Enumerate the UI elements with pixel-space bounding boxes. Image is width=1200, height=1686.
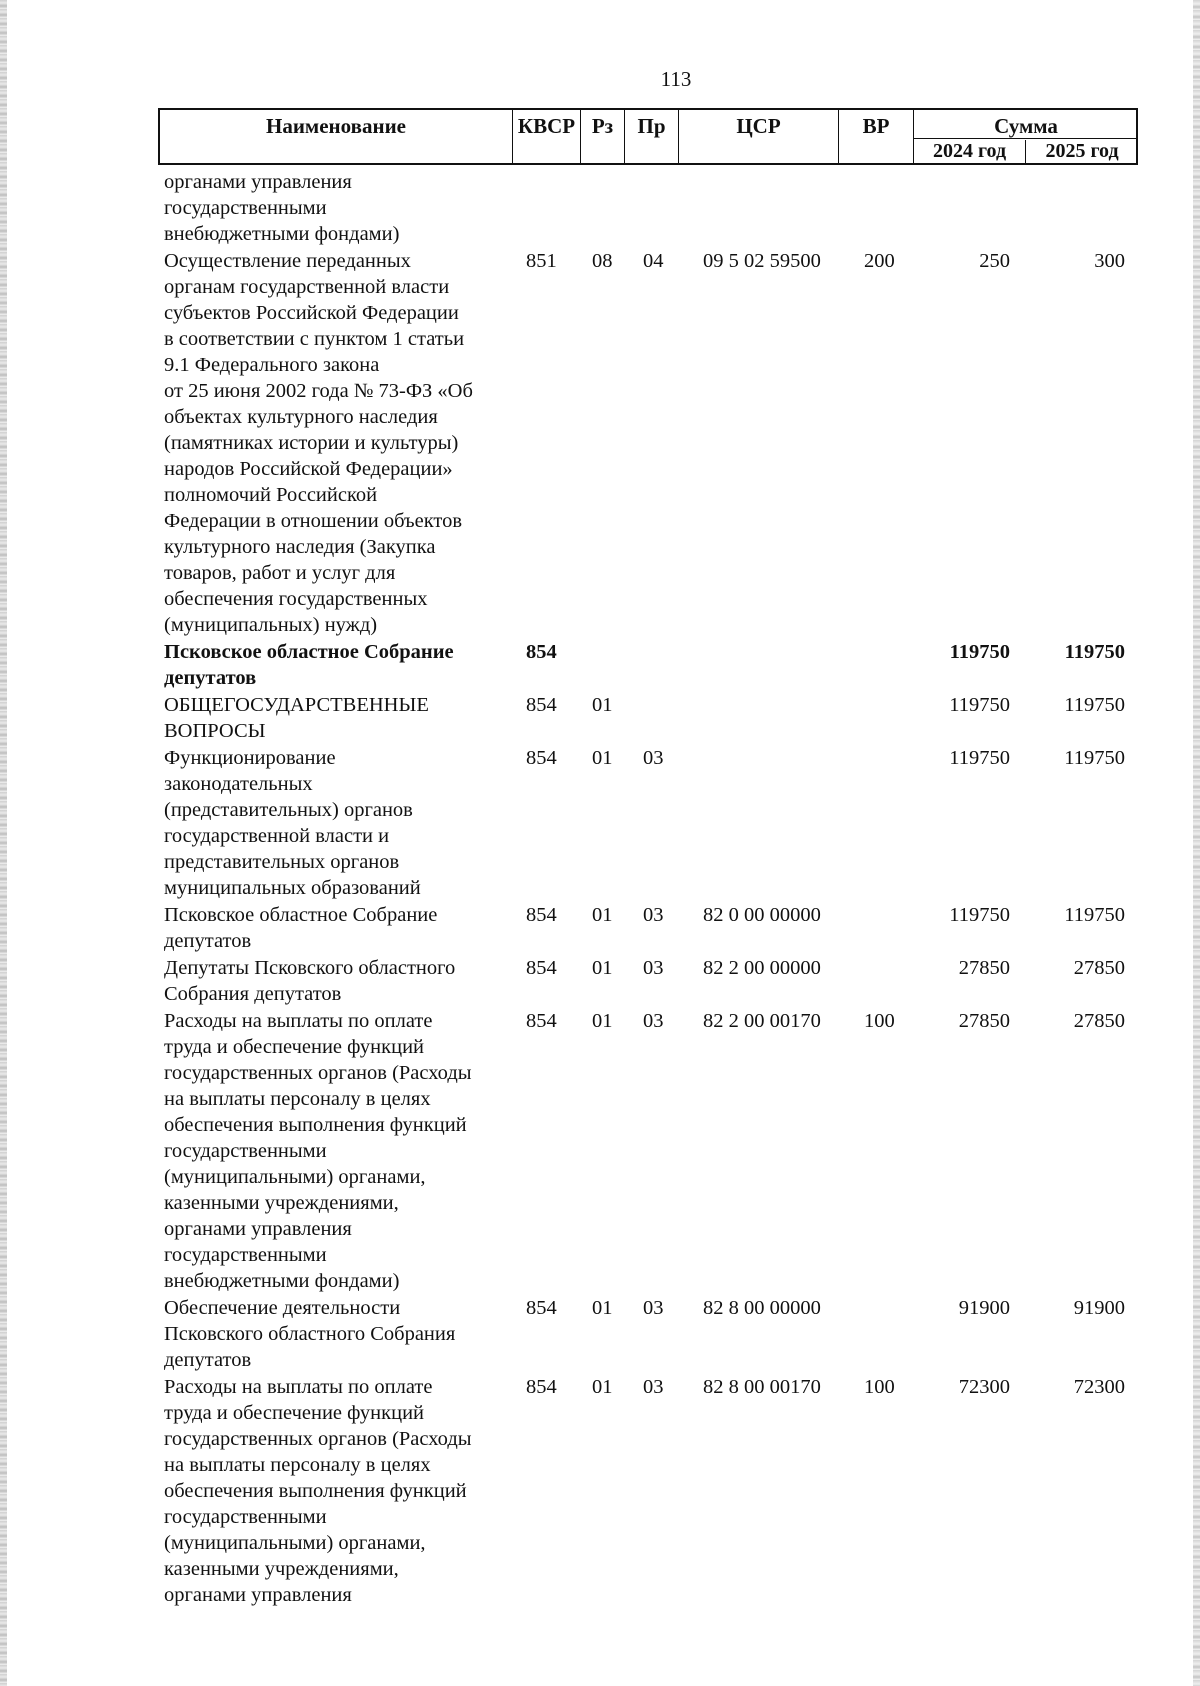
row-sum-2025: 119750 xyxy=(1064,904,1125,926)
row-kvsr: 854 xyxy=(526,747,557,769)
row-name: Осуществление переданных органам государственной власти субъектов Российской Федерации в соответствии с пунктом 1 статьи 9.1 Федерального закона от 25 июня 2002 года № 73-ФЗ «Об объектах культурного наследия (памятниках истории и культуры) народов Российской Федерации» полномочий Российской Федерации в отношении объектов культурного наследия (Закупка товаров, работ и услуг для обеспечения государственных (муниципальных) нужд) xyxy=(164,250,473,636)
row-pr: 03 xyxy=(643,957,664,979)
row-rz: 01 xyxy=(592,1297,613,1319)
table-row xyxy=(0,248,1200,638)
row-sum-2025: 27850 xyxy=(1073,957,1125,979)
row-csr: 82 0 00 00000 xyxy=(703,904,821,926)
row-rz: 01 xyxy=(592,957,613,979)
table-row xyxy=(0,745,1200,901)
row-pr: 03 xyxy=(643,904,664,926)
row-name: Обеспечение деятельности Псковского областного Собрания депутатов xyxy=(164,1297,456,1371)
header-sum-divider xyxy=(914,138,1138,139)
table-row xyxy=(0,1374,1200,1608)
table-row xyxy=(0,902,1200,954)
header-kvsr: КВСР xyxy=(513,110,581,165)
row-pr: 03 xyxy=(643,1376,664,1398)
row-csr: 82 8 00 00170 xyxy=(703,1376,821,1398)
header-name: Наименование xyxy=(160,110,513,165)
row-sum-2025: 91900 xyxy=(1073,1297,1125,1319)
row-pr: 03 xyxy=(643,1010,664,1032)
row-name: Расходы на выплаты по оплате труда и обеспечение функций государственных органов (Расходы на выплаты персоналу в целях обеспечения выполнения функций государственными (муниципальными) органами, казенными учреждениями, органами управления государственными внебюджетными фондами) xyxy=(164,1010,472,1292)
row-pr: 03 xyxy=(643,747,664,769)
header-pr: Пр xyxy=(625,110,679,165)
row-sum-2024: 119750 xyxy=(949,694,1010,716)
row-vr: 100 xyxy=(864,1010,895,1032)
row-sum-2024: 119750 xyxy=(949,904,1010,926)
table-row xyxy=(0,169,1200,247)
row-name: Псковское областное Собрание депутатов xyxy=(164,904,438,952)
row-vr: 100 xyxy=(864,1376,895,1398)
row-sum-2025: 119750 xyxy=(1064,641,1125,663)
row-name: Псковское областное Собрание депутатов xyxy=(164,641,454,689)
row-csr: 82 8 00 00000 xyxy=(703,1297,821,1319)
row-kvsr: 854 xyxy=(526,1297,557,1319)
table-row xyxy=(0,692,1200,744)
row-kvsr: 851 xyxy=(526,250,557,272)
row-name: Функционирование законодательных (представительных) органов государственной власти и представительных органов муниципальных образований xyxy=(164,747,421,899)
row-csr: 09 5 02 59500 xyxy=(703,250,821,272)
row-sum-2025: 300 xyxy=(1094,250,1125,272)
header-vr: ВР xyxy=(839,110,914,165)
header-year-2025: 2025 год xyxy=(1045,140,1119,162)
row-rz: 01 xyxy=(592,694,613,716)
row-sum-2024: 91900 xyxy=(958,1297,1010,1319)
table-row xyxy=(0,1295,1200,1373)
row-rz: 01 xyxy=(592,747,613,769)
row-sum-2024: 250 xyxy=(979,250,1010,272)
row-kvsr: 854 xyxy=(526,957,557,979)
row-csr: 82 2 00 00000 xyxy=(703,957,821,979)
row-kvsr: 854 xyxy=(526,1010,557,1032)
row-name: Депутаты Псковского областного Собрания депутатов xyxy=(164,957,456,1005)
page-number: 113 xyxy=(660,67,692,91)
row-kvsr: 854 xyxy=(526,641,557,663)
row-name: органами управления государственными внебюджетными фондами) xyxy=(164,171,400,245)
table-header xyxy=(158,108,1138,165)
row-sum-2024: 119750 xyxy=(949,747,1010,769)
row-sum-2025: 72300 xyxy=(1073,1376,1125,1398)
row-sum-2024: 27850 xyxy=(958,1010,1010,1032)
row-kvsr: 854 xyxy=(526,904,557,926)
row-name: ОБЩЕГОСУДАРСТВЕННЫЕ ВОПРОСЫ xyxy=(164,694,429,742)
row-kvsr: 854 xyxy=(526,694,557,716)
row-csr: 82 2 00 00170 xyxy=(703,1010,821,1032)
header-year-2024: 2024 год xyxy=(914,140,1026,165)
row-sum-2025: 119750 xyxy=(1064,694,1125,716)
row-rz: 01 xyxy=(592,1376,613,1398)
row-sum-2024: 72300 xyxy=(958,1376,1010,1398)
row-kvsr: 854 xyxy=(526,1376,557,1398)
row-pr: 03 xyxy=(643,1297,664,1319)
row-sum-2024: 119750 xyxy=(949,641,1010,663)
row-sum-2024: 27850 xyxy=(958,957,1010,979)
row-name: Расходы на выплаты по оплате труда и обеспечение функций государственных органов (Расходы на выплаты персоналу в целях обеспечения выполнения функций государственными (муниципальными) органами, казенными учреждениями, органами управления xyxy=(164,1376,472,1606)
row-rz: 01 xyxy=(592,904,613,926)
header-csr: ЦСР xyxy=(679,110,839,165)
header-rz: Рз xyxy=(581,110,625,165)
table-row xyxy=(0,1008,1200,1294)
row-rz: 01 xyxy=(592,1010,613,1032)
row-rz: 08 xyxy=(592,250,613,272)
table-row xyxy=(0,955,1200,1007)
row-pr: 04 xyxy=(643,250,664,272)
table-body xyxy=(0,169,1200,1608)
table-row xyxy=(0,639,1200,691)
header-sum: Сумма xyxy=(994,114,1058,138)
row-sum-2025: 119750 xyxy=(1064,747,1125,769)
row-vr: 200 xyxy=(864,250,895,272)
row-sum-2025: 27850 xyxy=(1073,1010,1125,1032)
